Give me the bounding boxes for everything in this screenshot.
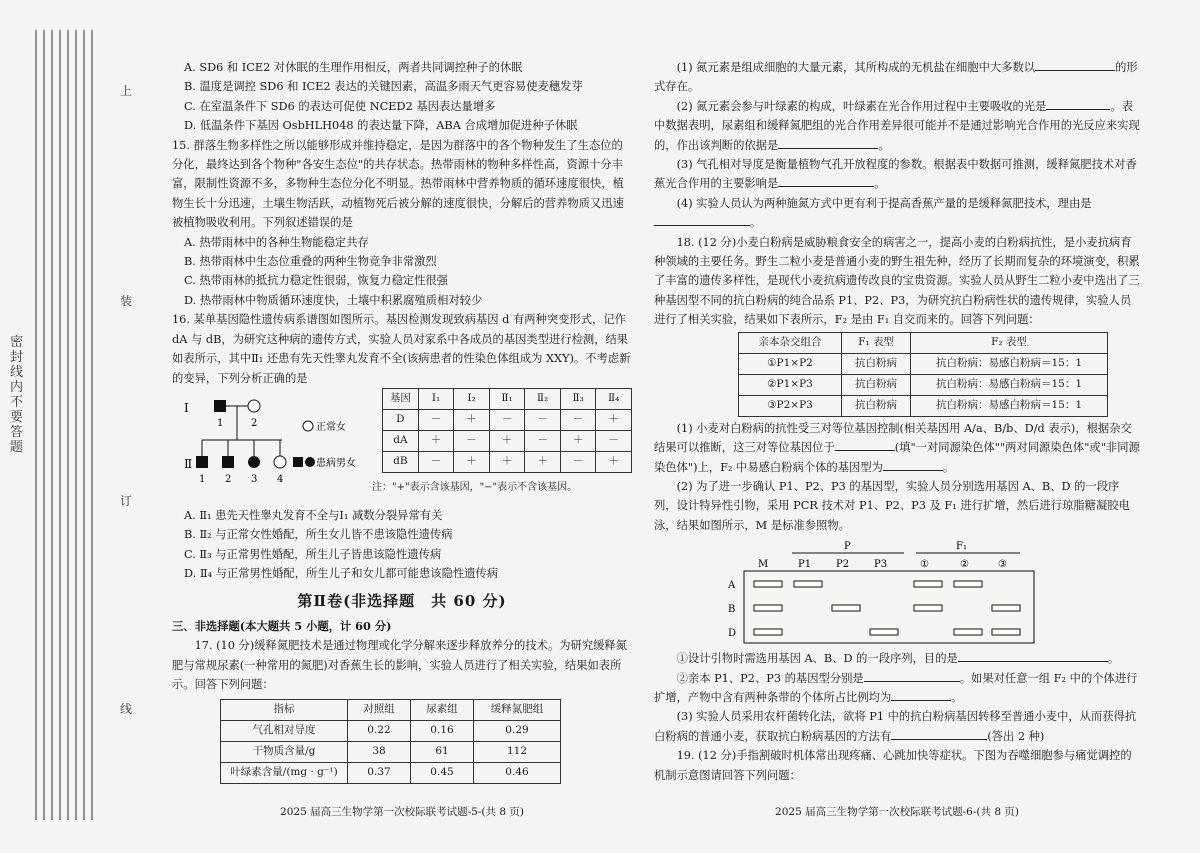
gel-band — [992, 629, 1020, 635]
answer-blank[interactable] — [864, 670, 960, 682]
q18-table — [738, 332, 1108, 417]
gene-table-cell: ＋ — [560, 430, 596, 451]
gene-table-cell: － — [418, 409, 453, 430]
gene-table-cell: ＋ — [596, 409, 632, 430]
gel-lane-label: P3 — [874, 559, 888, 571]
q17-table-cell: 叶绿素含量/(mg · g⁻¹) — [221, 762, 348, 783]
gene-table-header: Ⅱ₁ — [489, 388, 525, 409]
q14-option-a: A. SD6 和 ICE2 对休眠的生理作用相反，两者共同调控种子的休眠 — [184, 61, 523, 74]
gel-group-p: P — [844, 541, 851, 553]
q15-option-c: C. 热带雨林的抵抗力稳定性很弱，恢复力稳定性很强 — [184, 274, 448, 288]
gene-table-cell: － — [489, 409, 525, 430]
gene-table-header: 基因 — [383, 388, 419, 409]
gel-band — [754, 629, 782, 635]
gel-row-label: A — [728, 580, 736, 592]
q17-table-cell: 0.16 — [411, 720, 474, 741]
q16-option-a: A. Ⅱ₁ 患先天性睾丸发育不全与Ⅰ₁ 减数分裂异常有关 — [184, 508, 443, 522]
margin-mark-2: 装 — [120, 294, 133, 308]
gene-table-cell: dA — [383, 430, 419, 451]
legend-affected-female-icon — [305, 457, 315, 467]
gel-band — [754, 605, 782, 611]
q17-table-cell: 38 — [348, 741, 411, 762]
gene-table-header: Ⅰ₁ — [418, 388, 453, 409]
gel-band — [870, 629, 898, 635]
q16-option-d: D. Ⅱ₄ 与正常男性婚配，所生儿子和女儿都可能患该隐性遗传病 — [184, 567, 499, 581]
gel-lane-label: ② — [960, 559, 969, 571]
legend-affected-label: 患病男女 — [316, 457, 356, 469]
gel-row-label: D — [728, 628, 737, 640]
q17-table-cell: 0.22 — [348, 720, 411, 741]
pedigree-chart — [172, 390, 372, 500]
gene-table-cell: ＋ — [454, 451, 489, 472]
pedigree-ii4-normal-female — [274, 456, 286, 468]
answer-blank[interactable] — [1035, 59, 1115, 71]
gel-lane-label: ③ — [998, 559, 1007, 571]
gene-table-header: Ⅱ₃ — [560, 388, 596, 409]
answer-blank[interactable] — [654, 214, 750, 226]
right-page-footer: 2025 届高三生物学第一次校际联考试题-6-(共 8 页) — [775, 806, 1019, 818]
q17-table-cell: 0.29 — [474, 720, 561, 741]
binding-warning: 密封线内不要答题 — [10, 335, 24, 455]
q18-table-cell: ②P1×P3 — [739, 374, 842, 395]
q17-sub2-tail: 表中数据表明，尿素组和缓释氮肥组的光合作用差异很可能并不是通过影响光合作用的光反应来实现的，作出该判断的依据是 — [654, 99, 1140, 152]
q17-table-header: 对照组 — [348, 699, 411, 720]
q17-sub3-text: (3) 气孔相对导度是衡量植物气孔开放程度的参数。根据表中数据可推测，缓释氮肥技术对香蕉光合作用的主要影响是 — [654, 158, 1137, 191]
pedigree-i2-normal-female — [248, 400, 260, 412]
q17-table-cell: 61 — [411, 741, 474, 762]
gene-table-cell: － — [560, 451, 596, 472]
section3-header: 三、非选择题(本大题共 5 小题，计 60 分) — [172, 618, 392, 633]
q17-sub1-tail: 的形式存在。 — [654, 61, 1138, 94]
gene-table-header: Ⅱ₄ — [596, 388, 632, 409]
left-page — [172, 58, 632, 784]
q17-table-cell: 气孔相对导度 — [221, 720, 348, 741]
gene-table-cell: － — [454, 430, 489, 451]
q18-table-cell: ①P1×P2 — [739, 353, 842, 374]
q17-table-header: 尿素组 — [411, 699, 474, 720]
gel-band — [954, 581, 982, 587]
q18-table-header: F₁ 表型 — [842, 332, 911, 353]
gene-table-cell: － — [560, 409, 596, 430]
id-ii4: 4 — [277, 473, 284, 485]
answer-blank[interactable] — [778, 175, 874, 187]
pedigree-ii2-affected-male — [222, 456, 234, 468]
q17-table-header: 指标 — [221, 699, 348, 720]
gene-table-cell: － — [596, 430, 632, 451]
q18-table-cell: 抗白粉病：易感白粉病＝15：1 — [911, 353, 1108, 374]
id-ii2: 2 — [225, 473, 232, 485]
q18-table-cell: 抗白粉病 — [842, 353, 911, 374]
q14-option-d: D. 低温条件下基因 OsbHLH048 的表达量下降，ABA 合成增加促进种子休眠 — [184, 119, 578, 133]
q17-table-cell: 0.37 — [348, 762, 411, 783]
q17-table-cell: 0.46 — [474, 762, 561, 783]
gel-band — [914, 581, 942, 587]
gene-table-cell: ＋ — [489, 430, 525, 451]
gene-table-header: Ⅱ₂ — [525, 388, 561, 409]
gel-lane-label: M — [758, 559, 769, 571]
answer-blank[interactable] — [883, 459, 943, 471]
q15-option-d: D. 热带雨林中物质循环速度快，土壤中积累腐殖质相对较少 — [184, 293, 483, 307]
q16-option-c: C. Ⅱ₃ 与正常男性婚配，所生儿子皆患该隐性遗传病 — [184, 547, 442, 561]
q18-table-cell: 抗白粉病：易感白粉病＝15：1 — [911, 395, 1108, 416]
gel-bands — [754, 581, 1020, 635]
gene-table-note: 注："+"表示含该基因，"−"表示不含该基因。 — [372, 481, 578, 493]
id-i2: 2 — [251, 417, 258, 429]
legend-normal-female-icon — [303, 421, 313, 431]
gel-band — [832, 605, 860, 611]
q18-table-cell: 抗白粉病 — [842, 374, 911, 395]
gel-band — [992, 605, 1020, 611]
q18-sub2-1-text: ①设计引物时需选用基因 A、B、D 的一段序列，目的是 — [676, 652, 958, 666]
id-i1: 1 — [217, 417, 224, 429]
q19-stem: 19. (12 分)手指割破时机体常出现疼痛、心跳加快等症状。下图为吞噬细胞参与痛觉调控的机制示意图请回答下列问题： — [654, 749, 1132, 782]
q15-stem: 15. 群落生物多样性之所以能够形成并维持稳定，是因为群落中的各个物种发生了生态位的分化，最终达到各个物种"各安生态位"的共存状态。热带雨林的物种多样性高，资源十分丰富，限制性资源不多，多物种生态位分化不明显。热带雨林中营养物质的循环速度很快，植物生长十分迅速，土壤生物活跃，动植物死后被分解的速度很快，分解后的营养物质又迅速被植物吸收利用。下列叙述错误的是 — [172, 138, 624, 230]
pedigree-ii3-affected-female — [248, 456, 260, 468]
gene-table-cell: ＋ — [596, 451, 632, 472]
q18-sub2-2-text: ②亲本 P1、P2、P3 的基因型分别是 — [676, 671, 864, 685]
gel-band — [754, 581, 782, 587]
q17-sub1-text: (1) 氮元素是组成细胞的大量元素，其所构成的无机盐在细胞中大多数以 — [676, 61, 1036, 74]
q18-sub1-text: (1) 小麦对白粉病的抗性受三对等位基因控制(相关基因用 A/a、B/b、D/d 表示)，根据杂交结果可以推断，这三对等位基因位于 — [654, 421, 1132, 455]
gene-table — [382, 388, 632, 473]
q18-table-cell: 抗白粉病 — [842, 395, 911, 416]
q17-sub4-text: (4) 实验人员认为两种施氮方式中更有利于提高香蕉产量的是缓释氮肥技术，理由是 — [676, 196, 1092, 210]
q15-option-a: A. 热带雨林中的各种生物能稳定共存 — [184, 235, 369, 249]
gen1-label: Ⅰ — [184, 400, 189, 415]
margin-mark-1: 上 — [120, 84, 133, 98]
q17-table-header: 缓释氮肥组 — [474, 699, 561, 720]
answer-blank[interactable] — [891, 728, 987, 740]
answer-blank[interactable] — [958, 650, 1108, 662]
gen2-label: Ⅱ — [184, 456, 193, 471]
left-page-footer: 2025 届高三生物学第一次校际联考试题-5-(共 8 页) — [280, 806, 524, 818]
q18-table-cell: 抗白粉病：易感白粉病＝15：1 — [911, 374, 1108, 395]
margin-mark-3: 订 — [120, 494, 133, 508]
legend-affected-male-icon — [293, 457, 303, 467]
q17-stem: 17. (10 分)缓释氮肥技术是通过物理或化学分解来逐步释放养分的技术。为研究缓释氮肥与常规尿素(一种常用的氮肥)对香蕉生长的影响，实验人员进行了相关实验，结果如表所示。回答下列问题： — [172, 639, 628, 692]
q18-table-header: 亲本杂交组合 — [739, 332, 842, 353]
pedigree-ii1-affected-male — [196, 456, 208, 468]
answer-blank[interactable] — [835, 439, 895, 451]
q17-table-cell: 112 — [474, 741, 561, 762]
answer-blank[interactable] — [1046, 98, 1110, 110]
q18-sub3-text: (3) 实验人员采用农杆菌转化法，欲将 P1 中的抗白粉病基因转移至普通小麦中，从而获得抗白粉病的普通小麦，获取抗白粉病基因的方法有 — [654, 710, 1137, 743]
id-ii3: 3 — [251, 473, 258, 485]
gene-table-cell: － — [525, 430, 561, 451]
answer-blank[interactable] — [778, 137, 878, 149]
gel-row-label: B — [728, 604, 736, 616]
q16-stem: 16. 某单基因隐性遗传病系谱图如图所示。基因检测发现致病基因 d 有两种突变形式，记作 dA 与 dB，为研究这种病的遗传方式，实验人员对家系中各成员的基因类型进行检测，结果如表所示，其中Ⅱ₁ 还患有先天性睾丸发育不全(该病患者的性染色体组成为 XXY)。不考虑新的变异，下列分析正确的是 — [172, 313, 631, 385]
gene-table-header: Ⅰ₂ — [454, 388, 489, 409]
q14-option-b: B. 温度是调控 SD6 和 ICE2 表达的关键因素，高温多雨天气更容易使麦穗发芽 — [184, 80, 583, 94]
gel-group-f1: F₁ — [956, 541, 967, 553]
gel-band — [794, 581, 822, 587]
q15-option-b: B. 热带雨林中生态位重叠的两种生物竞争非常激烈 — [184, 255, 437, 269]
gene-table-cell: － — [418, 451, 453, 472]
answer-blank[interactable] — [891, 689, 951, 701]
gene-table-cell: ＋ — [418, 430, 453, 451]
gel-lane-label: ① — [920, 559, 929, 571]
q17-table-cell: 0.45 — [411, 762, 474, 783]
margin-mark-4: 线 — [120, 702, 133, 716]
pedigree-i1-affected-male — [214, 400, 226, 412]
right-page: (1) 氮元素是组成细胞的大量元素，其所构成的无机盐在细胞中大多数以 的形式存在。 (2) 氮元素会参与叶绿素的构成，叶绿素在光合作用过程中主要吸收的光是 。表中数据表明，尿素组和缓释氮肥组的光合作用差异很可能并不是通过影响光合作用的光反应来实现的，作出该判断的依据是 。 (3) 气孔相对导度是衡量植物气孔开放程度的参数。根据表中数据可推测，缓释氮肥技术对香蕉光合作用的主要影响是 。 (4) 实验人员认为两种施氮方式中更有利于提高香蕉产量的是缓释氮肥技术，理由是。 18. (12 分)小麦白粉病是威胁粮食安全的病害之一，提高小麦的白粉病抗性，是小麦抗病育种领域的主要任务。野生二粒小麦是普通小麦的野生祖先种，经历了长期而复杂的环境演变，积累了丰富的遗传多样性，是现代小麦抗病遗传改良的宝贵资源。实验人员从野生二粒小麦中选出了三种基因型不同的抗白粉病的纯合品系 P1、P2、P3，为研究抗白粉病性状的遗传规律，实验人员进行了相关实验，结果如下表所示，F₂ 是由 F₁ 自交而来的。回答下列问题： 亲本杂交组合 F₁ 表型 F₂ 表型 ①P1×P2 抗白粉病 抗白粉病：易感白粉病＝15：1 ②P1×P3 抗白粉病 抗白粉病：易感白粉病＝15：1 ③P2×P3 抗白粉病 抗白粉病：易感白粉病＝15：1 (1) 小麦对白粉病的抗性受三对等位基因控制(相关基因用 A/a、B/b、D/d 表示)，根据杂交结果可以推断，这三对等位基因位于 (填"一对同源染色体""两对同源染色体"或"非同源染色体")上，F₂ 中易感白粉病个体的基因型为 。 (2) 为了进一步确认 P1、P2、P3 的基因型，实验人员分别选用基因 A、B、D 的一段序列，设计特异性引物，采用 PCR 技术对 P1、P2、P3 及 F₁ 进行扩增，然后进行琼脂糖凝胶电泳，结果如图所示，M 是标准参照物。 P F₁ M P1 P2 P3 ① ② ③ A B D ①设计引物时需选用基因 A、B、D 的一段序列，目的是 。 ②亲本 P1、P2、P3 的基因型分别是 。如果对任意一组 F₂ 中的个体进行扩增，产物中含有两种条带的个体所占比例均为 。 (3) 实验人员采用农杆菌转化法，欲将 P1 中的抗白粉病基因转移至普通小麦中，从而获得抗白粉病的普通小麦，获取抗白粉病基因的方法有 (答出 2 种) 19. (12 分)手指割破时机体常出现疼痛、心跳加快等症状。下图为吞噬细胞参与痛觉调控的机制示意图请回答下列问题： — [654, 58, 1140, 785]
q18-table-header: F₂ 表型 — [911, 332, 1108, 353]
gene-table-cell: ＋ — [489, 451, 525, 472]
section-title: 第Ⅱ卷(非选择题 共 60 分) — [297, 591, 507, 610]
legend-normal-female-label: 正常女 — [316, 421, 346, 433]
q16-option-b: B. Ⅱ₂ 与正常女性婚配，所生女儿皆不患该隐性遗传病 — [184, 528, 453, 542]
q14-option-c: C. 在室温条件下 SD6 的表达可促使 NCED2 基因表达量增多 — [184, 99, 496, 113]
q18-sub2-2-tail: 。如果对任意一组 F₂ 中的个体进行扩增，产物中含有两种条带的个体所占比例均为 — [654, 671, 1138, 704]
gel-band — [914, 605, 942, 611]
gene-table-cell: dB — [383, 451, 419, 472]
gel-figure — [724, 537, 1044, 647]
gel-lane-label: P1 — [798, 559, 812, 571]
q18-table-cell: ③P2×P3 — [739, 395, 842, 416]
q17-table-cell: 干物质含量/g — [221, 741, 348, 762]
q17-table — [220, 699, 561, 784]
q18-stem: 18. (12 分)小麦白粉病是威胁粮食安全的病害之一，提高小麦的白粉病抗性，是小麦抗病育种领域的主要任务。野生二粒小麦是普通小麦的野生祖先种，经历了长期而复杂的环境演变，积累了丰富的遗传多样性，是现代小麦抗病遗传改良的宝贵资源。实验人员从野生二粒小麦中选出了三种基因型不同的抗白粉病的纯合品系 P1、P2、P3，为研究抗白粉病性状的遗传规律，实验人员进行了相关实验，结果如下表所示，F₂ 是由 F₁ 自交而来的。回答下列问题： — [654, 235, 1140, 327]
q18-sub2-text: (2) 为了进一步确认 P1、P2、P3 的基因型，实验人员分别选用基因 A、B、D 的一段序列，设计特异性引物，采用 PCR 技术对 P1、P2、P3 及 F₁ 进行扩增，然后进行琼脂糖凝胶电泳，结果如图所示，M 是标准参照物。 — [654, 479, 1130, 532]
q16-figure — [172, 388, 632, 506]
gene-table-cell: － — [525, 409, 561, 430]
gene-table-cell: ＋ — [454, 409, 489, 430]
gene-table-cell: D — [383, 409, 419, 430]
q17-sub2-text: (2) 氮元素会参与叶绿素的构成，叶绿素在光合作用过程中主要吸收的光是 — [676, 99, 1047, 113]
q18-sub1-tail: (填"一对同源染色体""两对同源染色体"或"非同源染色体")上，F₂ 中易感白粉病个体的基因型为 — [654, 441, 1140, 474]
gel-lane-label: P2 — [836, 559, 850, 571]
id-ii1: 1 — [199, 473, 206, 485]
q18-sub3-tail: (答出 2 种) — [987, 729, 1045, 743]
gene-table-cell: ＋ — [525, 451, 561, 472]
gel-band — [954, 629, 982, 635]
